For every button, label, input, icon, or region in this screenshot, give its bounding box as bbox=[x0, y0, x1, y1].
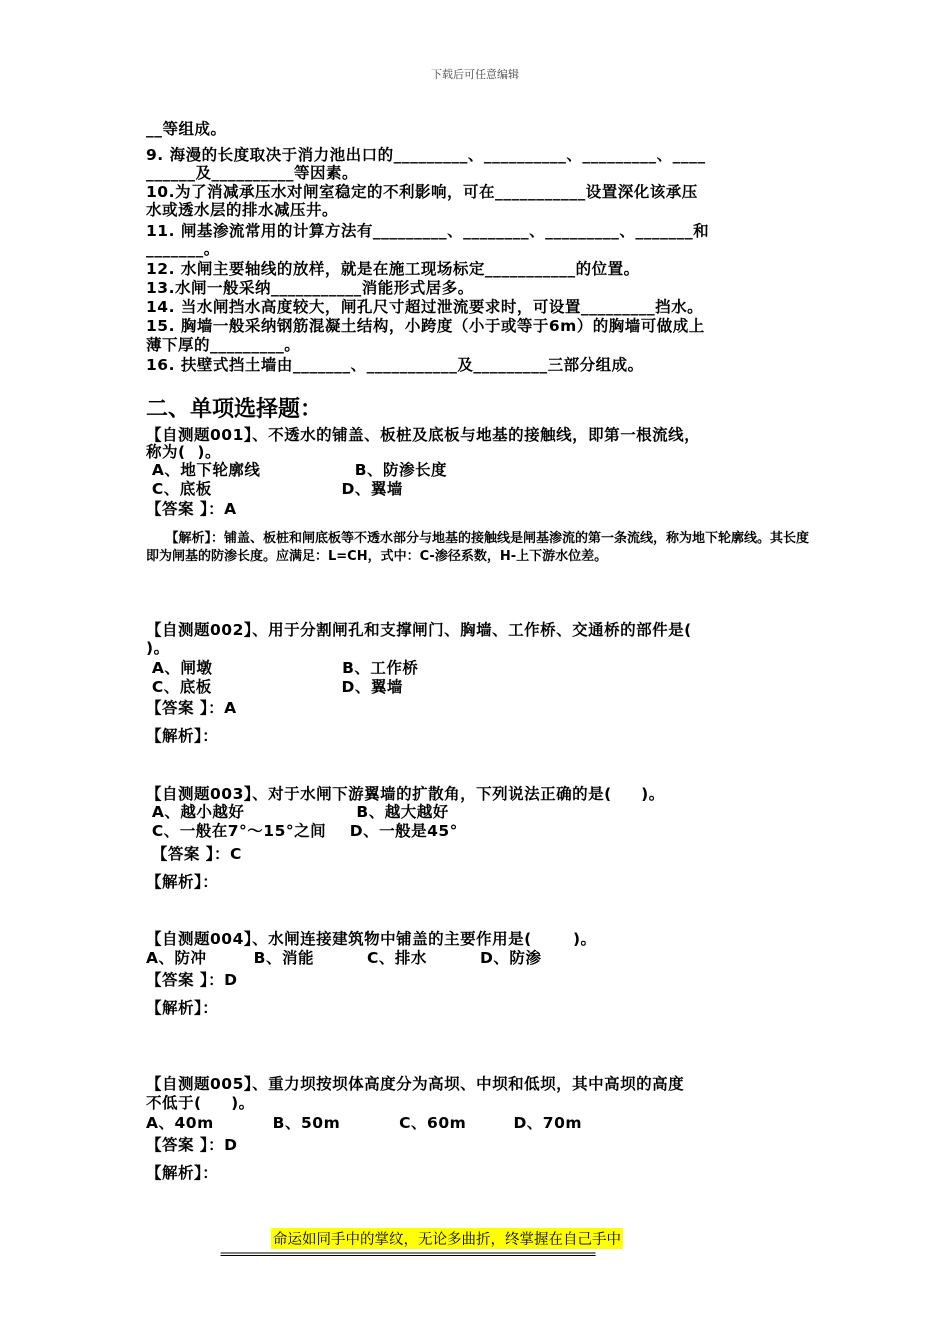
text-line: 13.水闸一般采纳___________消能形式居多。 bbox=[146, 279, 474, 297]
text-line: A、防冲 B、消能 C、排水 D、防渗 bbox=[146, 949, 542, 967]
text-line: 【自测题003】、对于水闸下游翼墙的扩散角，下列说法正确的是( )。 bbox=[146, 785, 665, 803]
text-line: C、底板 D、翼墙 bbox=[146, 480, 403, 498]
text-line: )。 bbox=[146, 639, 170, 657]
text-line: A、40m B、50m C、60m D、70m bbox=[146, 1114, 583, 1132]
text-line: 【答案 】：A bbox=[146, 500, 237, 518]
text-line: 【自测题004】、水闸连接建筑物中铺盖的主要作用是( )。 bbox=[146, 930, 597, 948]
text-line: 15. 胸墙一般采纳钢筋混凝土结构，小跨度（小于或等于6m）的胸墙可做成上 bbox=[146, 317, 705, 335]
page-header: 下载后可任意编辑 bbox=[431, 68, 519, 81]
text-line: 【解析】： bbox=[146, 873, 219, 891]
text-line: 水或透水层的排水减压井。 bbox=[146, 201, 339, 219]
text-line: C、底板 D、翼墙 bbox=[146, 678, 403, 696]
section-title: 二、单项选择题： bbox=[146, 397, 323, 422]
text-line: 【解析】： bbox=[146, 999, 219, 1017]
text-line: 【答案 】：A bbox=[146, 699, 237, 717]
text-line: 【解析】： bbox=[146, 1164, 219, 1182]
text-line: C、一般在7°～15°之间 D、一般是45° bbox=[146, 822, 458, 840]
text-line: A、越小越好 B、越大越好 bbox=[146, 803, 449, 821]
text-line: 11. 闸基渗流常用的计算方法有_________、________、_________、_______和 bbox=[146, 222, 710, 240]
text-line: 9. 海漫的长度取决于消力池出口的_________、__________、_________、____ bbox=[146, 146, 706, 164]
text-line: 不低于( )。 bbox=[146, 1094, 255, 1112]
text-line: __等组成。 bbox=[146, 120, 227, 138]
text-line: A、闸墩 B、工作桥 bbox=[146, 659, 419, 677]
text-line: 【答案 】：D bbox=[146, 971, 238, 989]
text-line: 【自测题002】、用于分割闸孔和支撑闸门、胸墙、工作桥、交通桥的部件是( bbox=[146, 621, 692, 639]
text-line: 【自测题001】、不透水的铺盖、板桩及底板与地基的接触线，即第一根流线， bbox=[146, 426, 701, 444]
text-line: 【答案 】：D bbox=[146, 1136, 238, 1154]
text-line: 薄下厚的_________。 bbox=[146, 336, 301, 354]
text-line: 10.为了消减承压水对闸室稳定的不利影响，可在___________设置深化该承压 bbox=[146, 183, 698, 201]
text-line: 14. 当水闸挡水高度较大，闸孔尺寸超过泄流要求时，可设置_________挡水。 bbox=[146, 298, 704, 316]
explanation-001: 【解析】：铺盖、板桩和闸底板等不透水部分与地基的接触线是闸基渗流的第一条流线，称为地下轮廓线。其长度即为闸基的防渗长度。应满足：L=CH，式中：C-渗径系数，H-上下游水位差。 bbox=[146, 531, 810, 564]
text-line: ______及__________等因素。 bbox=[146, 164, 359, 182]
footer-rule: ================================================================== bbox=[220, 1247, 595, 1261]
text-line: 【答案 】：C bbox=[146, 845, 242, 863]
text-line: 称为( )。 bbox=[146, 443, 221, 461]
footer-motto: 命运如同手中的掌纹，无论多曲折，终掌握在自己手中 bbox=[271, 1228, 623, 1249]
text-line: 12. 水闸主要轴线的放样，就是在施工现场标定___________的位置。 bbox=[146, 260, 640, 278]
text-line: _______。 bbox=[146, 240, 220, 258]
text-line: 【解析】： bbox=[146, 727, 219, 745]
text-line: 16. 扶壁式挡土墙由_______、___________及_________三部分组成。 bbox=[146, 356, 644, 374]
text-line: A、地下轮廓线 B、防渗长度 bbox=[146, 461, 448, 479]
text-line: 【自测题005】、重力坝按坝体高度分为高坝、中坝和低坝，其中高坝的高度 bbox=[146, 1075, 685, 1093]
